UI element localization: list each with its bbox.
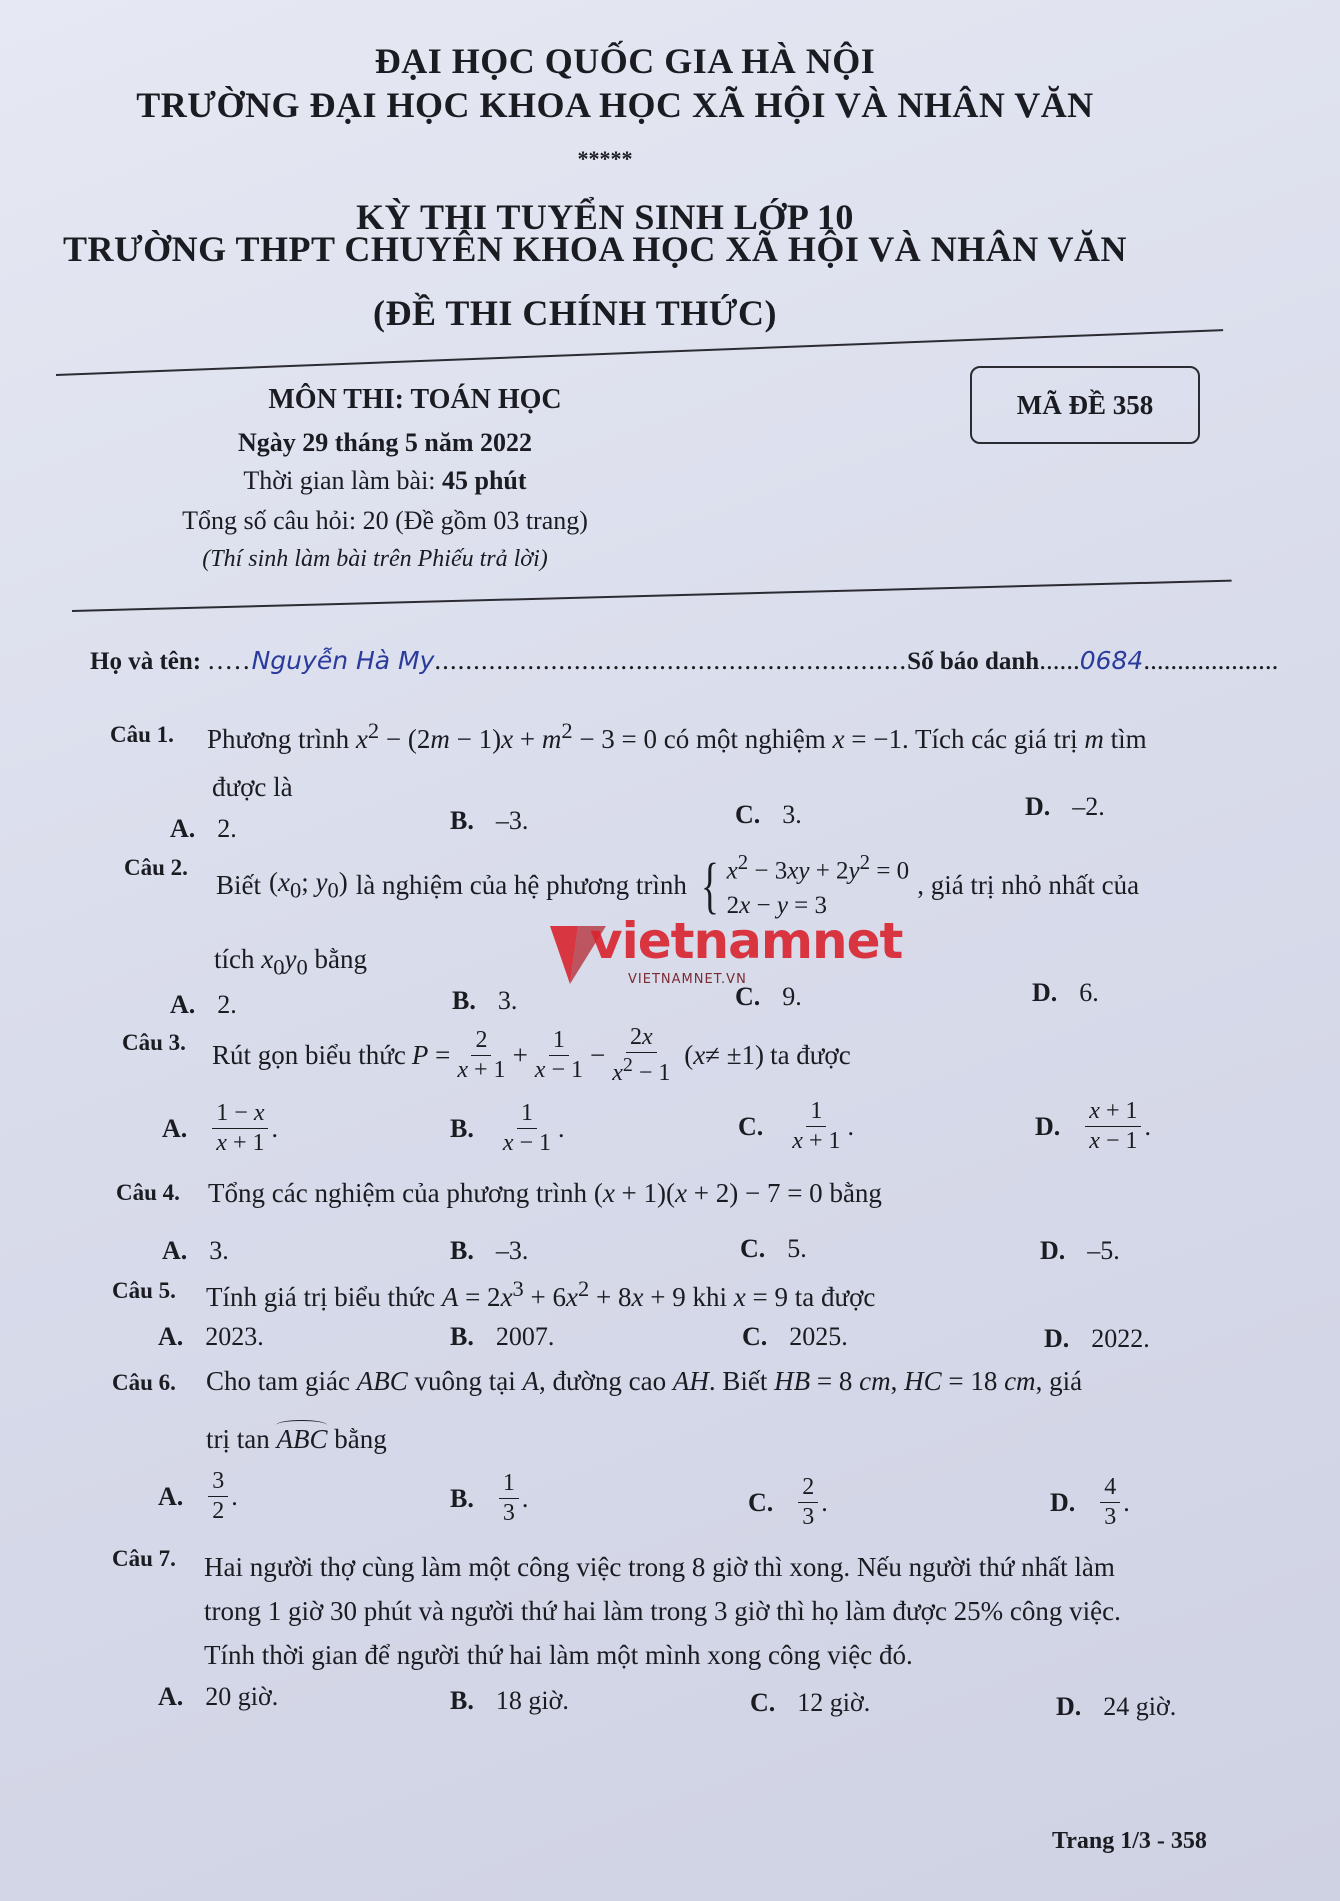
q4-stem xyxy=(208,1178,882,1209)
exam-date: Ngày 29 tháng 5 năm 2022 xyxy=(238,428,532,457)
q6-text-a: Cho tam giác xyxy=(206,1366,350,1396)
q1-option-b: B. –3. xyxy=(450,806,529,835)
q4-option-b: B. –3. xyxy=(450,1236,529,1265)
q4-option-a: A. 3. xyxy=(162,1236,229,1265)
subject: MÔN THI: TOÁN HỌC xyxy=(268,384,562,415)
q4-equation: (x + 1)(x + 2) − 7 = 0 xyxy=(593,1178,823,1208)
q6-number: Câu 6. xyxy=(112,1370,176,1395)
q2-product: $x_0y_0$ xyxy=(261,944,308,980)
q5-option-c: C. 2025. xyxy=(742,1322,848,1351)
q2-option-c: C. 9. xyxy=(735,982,802,1011)
stars-divider: ***** xyxy=(577,146,633,171)
q4-number: Câu 4. xyxy=(116,1180,180,1205)
q6-text-g: bằng xyxy=(334,1424,387,1454)
q6-option-b: B. $\frac{1}{3}$ . xyxy=(450,1470,529,1526)
q6-option-a: A. $\frac{3}{2}$ . xyxy=(158,1468,238,1524)
q7-number: Câu 7. xyxy=(112,1546,176,1571)
q2-number: Câu 2. xyxy=(124,855,188,880)
q6-angle: ABC xyxy=(276,1424,328,1454)
q7-line-2: trong 1 giờ 30 phút và người thứ hai làm trong 3 giờ thì họ làm được 25% công việc. xyxy=(204,1596,1121,1626)
q1-option-c: C. 3. xyxy=(735,800,802,829)
q6-stem: Cho tam giác ABC vuông tại A, đường cao AH. Biết HB = 8 cm, HC = 18 cm, giá xyxy=(206,1366,1083,1396)
q1-stem-cont: được là xyxy=(212,772,293,802)
q4-option-d: D. –5. xyxy=(1040,1236,1120,1265)
q2-system: { $x^2 - 3xy + 2y^2 = 0$ 2x − y = 3 xyxy=(700,850,910,920)
q6-option-c: C. $\frac{2}{3}$ . xyxy=(748,1474,828,1530)
exam-code-box xyxy=(970,366,1200,444)
q6-values: HB = 8 cm, HC = 18 cm xyxy=(774,1366,1036,1396)
id-label: Số báo danh xyxy=(907,648,1040,675)
q1-option-d: D. –2. xyxy=(1025,792,1105,821)
q1-number: Câu 1. xyxy=(110,722,174,747)
q6-stem-cont xyxy=(206,1424,387,1455)
q2-stem-cont xyxy=(214,944,367,980)
q1-text-d: tìm xyxy=(1110,724,1147,754)
candidate-name: Nguyễn Hà My xyxy=(251,646,435,675)
q4-text-b: bằng xyxy=(829,1178,882,1208)
q4-text-a: Tổng các nghiệm của phương trình xyxy=(208,1178,588,1208)
q3-number: Câu 3. xyxy=(122,1030,186,1055)
official-label: (ĐỀ THI CHÍNH THỨC) xyxy=(373,293,777,333)
q2-text-c: , giá trị nhỏ nhất của xyxy=(917,870,1140,901)
q2-text-a: Biết xyxy=(216,870,261,901)
exam-time xyxy=(0,466,1000,496)
name-label: Họ và tên: xyxy=(90,648,202,675)
q7-option-d: D. 24 giờ. xyxy=(1056,1692,1177,1721)
candidate-id: 0684 xyxy=(1079,646,1144,675)
school-name: TRƯỜNG ĐẠI HỌC KHOA HỌC XÃ HỘI VÀ NHÂN VĂN xyxy=(136,85,1094,125)
page-number: Trang 1/3 - 358 xyxy=(1052,1828,1207,1854)
q5-expression: $A = 2x^3 + 6x^2 + 8x + 9$ xyxy=(441,1276,686,1312)
q6-option-d: D. $\frac{4}{3}$ . xyxy=(1050,1474,1130,1530)
q6-text-c: , đường cao xyxy=(538,1366,667,1396)
q2-text-e: bằng xyxy=(314,944,367,974)
q3-text-b: ta được xyxy=(770,1040,851,1071)
q2-option-b: B. 3. xyxy=(452,986,518,1015)
q6-text-b: vuông tại xyxy=(414,1366,516,1396)
q5-text-c: ta được xyxy=(794,1282,876,1312)
exam-code: MÃ ĐỀ 358 xyxy=(1016,389,1154,420)
q2-text-b: là nghiệm của hệ phương trình xyxy=(355,870,687,901)
q1-text-c: . Tích các giá trị xyxy=(901,724,1078,754)
q3-option-c: C. $\frac{1}{x + 1}$ . xyxy=(738,1098,854,1154)
watermark-url: VIETNAMNET.VN xyxy=(628,972,747,987)
q5-text-b: khi xyxy=(692,1282,727,1312)
q5-option-b: B. 2007. xyxy=(450,1322,555,1351)
q5-option-a: A. 2023. xyxy=(158,1322,264,1351)
q6-text-d: . Biết xyxy=(708,1366,768,1396)
question-count: Tổng số câu hỏi: 20 (Đề gồm 03 trang) xyxy=(182,506,588,535)
q7-option-c: C. 12 giờ. xyxy=(750,1688,871,1717)
q5-stem xyxy=(206,1276,875,1313)
q3-option-b: B. $\frac{1}{x - 1}$ . xyxy=(450,1100,565,1156)
q2-option-a: A. 2. xyxy=(170,990,237,1019)
q5-number: Câu 5. xyxy=(112,1278,176,1303)
q5-text-a: Tính giá trị biểu thức xyxy=(206,1282,436,1312)
q1-root: x = −1 xyxy=(832,724,902,754)
exam-title: KỲ THI TUYỂN SINH LỚP 10 xyxy=(356,197,854,237)
q1-option-a: A. 2. xyxy=(170,814,237,843)
q2-text-d: tích xyxy=(214,944,255,974)
q7-option-a: A. 20 giờ. xyxy=(158,1682,279,1711)
q3-option-a: A. $\frac{1 - x}{x + 1}$ . xyxy=(162,1100,278,1156)
vietnamnet-watermark xyxy=(548,912,903,998)
q6-text-f: trị tan xyxy=(206,1424,270,1454)
q1-text-b: có một nghiệm xyxy=(663,724,826,754)
q7-line-1: Hai người thợ cùng làm một công việc trong 8 giờ thì xong. Nếu người thứ nhất làm xyxy=(204,1552,1115,1582)
q7-option-b: B. 18 giờ. xyxy=(450,1686,569,1715)
exam-time-label: Thời gian làm bài: xyxy=(243,466,436,495)
q1-text-a: Phương trình xyxy=(207,724,350,754)
q6-text-e: , giá xyxy=(1035,1366,1083,1396)
q3-option-d: D. $\frac{x + 1}{x - 1}$ . xyxy=(1035,1098,1151,1154)
q2-option-d: D. 6. xyxy=(1032,978,1099,1007)
exam-note: (Thí sinh làm bài trên Phiếu trả lời) xyxy=(202,546,548,572)
q3-stem xyxy=(212,1024,851,1087)
info-rule xyxy=(72,580,1232,612)
exam-time-value: 45 phút xyxy=(442,466,527,495)
q7-line-3: Tính thời gian để người thứ hai làm một mình xong công việc đó. xyxy=(204,1640,913,1670)
q3-expression: P = $\frac{2}{x + 1}$ + $\frac{1}{x - 1}$ − $\frac{2x}{x^2 - 1}$ ( x ≠ ±1) xyxy=(411,1024,765,1086)
university-name: ĐẠI HỌC QUỐC GIA HÀ NỘI xyxy=(374,41,876,81)
q5-option-d: D. 2022. xyxy=(1044,1324,1150,1353)
watermark-brand: vietnamnet xyxy=(590,912,903,970)
highschool-name: TRƯỜNG THPT CHUYÊN KHOA HỌC XÃ HỘI VÀ NHÂN VĂN xyxy=(62,229,1128,269)
candidate-line: Họ và tên: .....Nguyễn Hà My.............................................................Số báo danh......0684.................... xyxy=(90,645,1279,675)
q4-option-c: C. 5. xyxy=(740,1234,807,1263)
q2-point: ($x_0$; $y_0$) xyxy=(269,867,348,903)
q1-stem xyxy=(207,718,1147,755)
q1-equation: $x^2 - (2m - 1)x + m^2 - 3 = 0$ xyxy=(355,718,658,754)
q5-value: x = 9 xyxy=(733,1282,788,1312)
q3-text-a: Rút gọn biểu thức xyxy=(212,1040,406,1071)
q1-var-m: m xyxy=(1084,724,1104,754)
